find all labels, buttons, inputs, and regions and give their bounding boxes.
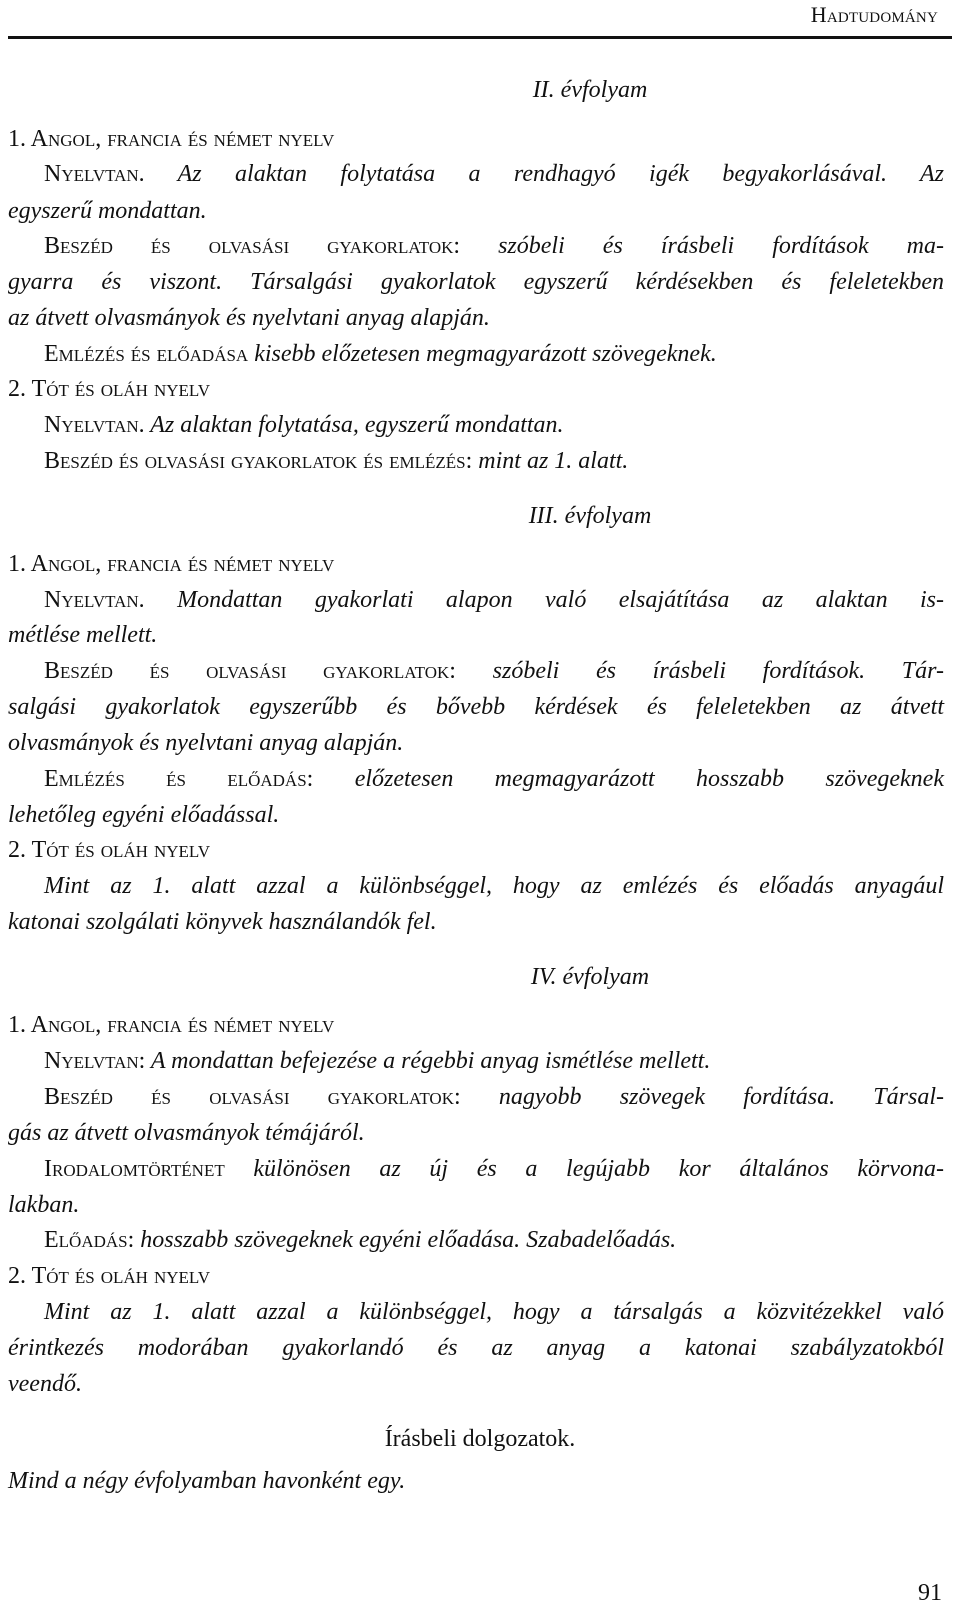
- written-line: Mind a négy évfolyamban havonként egy.: [8, 1468, 406, 1494]
- year2-line-2: Nyelvtan. Az alaktan folytatása a rendhagyó igék begyakorlásával. Az: [44, 161, 944, 187]
- year3-subject-2: 2. Tót és oláh nyelv: [8, 837, 210, 863]
- page-number: 91: [918, 1580, 942, 1606]
- year4-line-3: Beszéd és olvasási gyakorlatok: nagyobb szövegek fordítása. Társal-: [44, 1084, 944, 1110]
- running-head: Hadtudomány: [810, 2, 938, 27]
- year4-line-2: Nyelvtan: A mondattan befejezése a régebbi anyag ismétlése mellett.: [44, 1048, 711, 1074]
- year4-line-5: Irodalomtörténet különösen az új és a legújabb kor általános körvona-: [44, 1156, 944, 1182]
- header-rule: [8, 36, 952, 39]
- year2-line-5: gyarra és viszont. Társalgási gyakorlatok egyszerű kérdésekben és feleletekben: [8, 269, 944, 295]
- year3-line-8: lehetőleg egyéni előadással.: [8, 802, 280, 828]
- year3-line-2: Nyelvtan. Mondattan gyakorlati alapon való elsajátítása az alaktan is-: [44, 587, 944, 613]
- year3-subject-1: 1. Angol, francia és német nyelv: [8, 551, 335, 577]
- year2-line-7: Emlézés és előadása kisebb előzetesen megmagyarázott szövegeknek.: [44, 341, 717, 367]
- written-heading: Írásbeli dolgozatok.: [384, 1426, 576, 1452]
- year2-line-3: egyszerű mondattan.: [8, 198, 207, 224]
- year3-heading: III. évfolyam: [528, 503, 652, 529]
- year4-line-4: gás az átvett olvasmányok témájáról.: [8, 1120, 365, 1146]
- year2-line-6: az átvett olvasmányok és nyelvtani anyag alapján.: [8, 305, 490, 331]
- year2-line-10: Beszéd és olvasási gyakorlatok és emlézés: mint az 1. alatt.: [44, 448, 629, 474]
- year3-line-4: Beszéd és olvasási gyakorlatok: szóbeli és írásbeli fordítások. Tár-: [44, 658, 944, 684]
- year2-line-9: Nyelvtan. Az alaktan folytatása, egyszerű mondattan.: [44, 412, 564, 438]
- year4-line-7: Előadás: hosszabb szövegeknek egyéni előadása. Szabadelőadás.: [44, 1227, 677, 1253]
- year2-subject-1: 1. Angol, francia és német nyelv: [8, 126, 335, 152]
- year4-subject-2: 2. Tót és oláh nyelv: [8, 1263, 210, 1289]
- year3-line-3: métlése mellett.: [8, 622, 158, 648]
- year2-subject-2: 2. Tót és oláh nyelv: [8, 376, 210, 402]
- year3-line-10: Mint az 1. alatt azzal a különbséggel, hogy az emlézés és előadás anyagául: [44, 873, 944, 899]
- year4-line-10: érintkezés modorában gyakorlandó és az anyag a katonai szabályzatokból: [8, 1335, 944, 1361]
- year3-line-11: katonai szolgálati könyvek használandók fel.: [8, 909, 437, 935]
- year4-line-9: Mint az 1. alatt azzal a különbséggel, hogy a társalgás a közvitézekkel való: [44, 1299, 944, 1325]
- year3-line-7: Emlézés és előadás: előzetesen megmagyarázott hosszabb szövegeknek: [44, 766, 944, 792]
- year3-line-5: salgási gyakorlatok egyszerűbb és bővebb kérdések és feleletekben az átvett: [8, 694, 944, 720]
- year4-line-6: lakban.: [8, 1192, 80, 1218]
- year4-subject-1: 1. Angol, francia és német nyelv: [8, 1012, 335, 1038]
- year2-heading: II. évfolyam: [532, 77, 648, 103]
- year4-heading: IV. évfolyam: [530, 964, 650, 990]
- year2-line-4: Beszéd és olvasási gyakorlatok: szóbeli és írásbeli fordítások ma-: [44, 233, 944, 259]
- year3-line-6: olvasmányok és nyelvtani anyag alapján.: [8, 730, 404, 756]
- year4-line-11: veendő.: [8, 1371, 82, 1397]
